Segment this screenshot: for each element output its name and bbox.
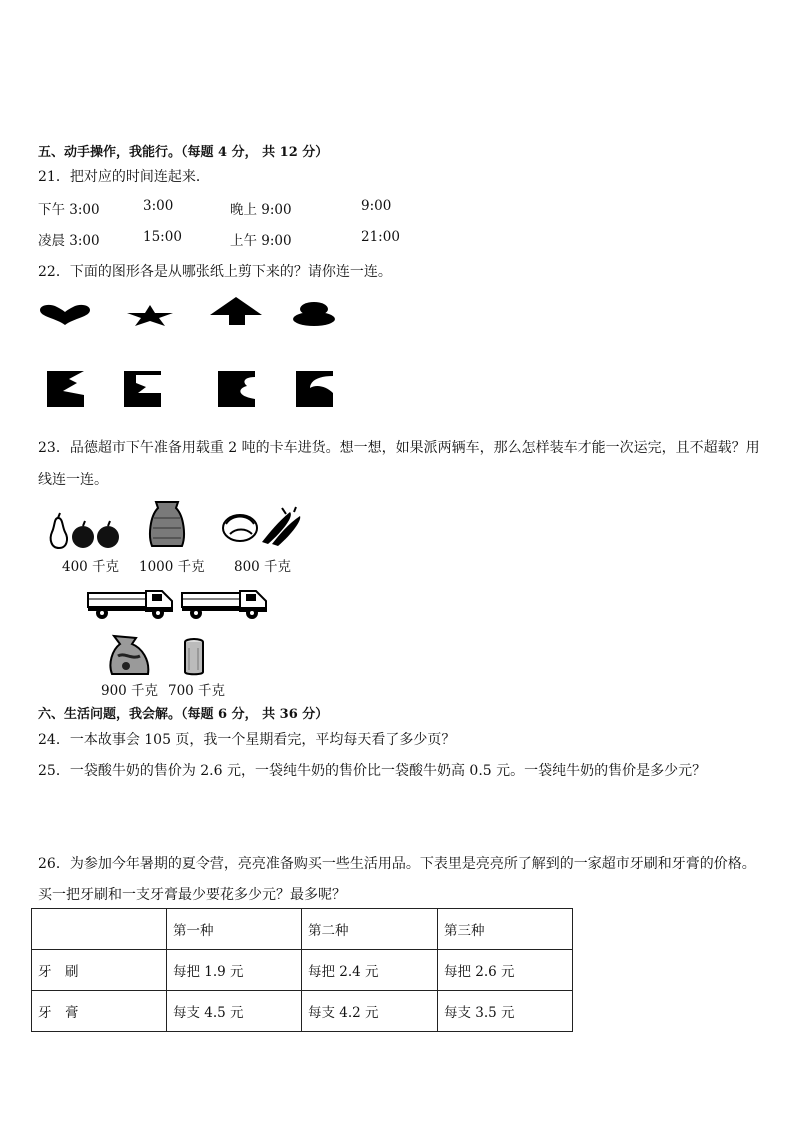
time-option: 凌晨 3:00 <box>38 233 100 249</box>
bag-icon <box>106 634 152 676</box>
paper-cut-b <box>124 371 162 407</box>
can-icon <box>183 638 205 676</box>
truck-icon <box>86 583 176 621</box>
question-23-line2: 线连一连。 <box>38 472 108 488</box>
table-header-cell <box>32 909 167 950</box>
question-21: 21．把对应的时间连起来． <box>38 169 210 185</box>
time-option: 21:00 <box>361 229 400 245</box>
question-24: 24．一本故事会 105 页，我一个星期看完，平均每天看了多少页？ <box>38 732 456 748</box>
fruit-icon <box>46 512 120 550</box>
sack-icon <box>146 498 188 548</box>
table-header-cell: 第二种 <box>302 909 438 950</box>
table-cell: 每把 2.6 元 <box>438 950 573 991</box>
truck-icon <box>180 583 270 621</box>
paper-cut-d <box>296 371 334 407</box>
table-header-cell: 第一种 <box>167 909 302 950</box>
time-option: 晚上 9:00 <box>230 202 292 218</box>
table-row <box>32 950 573 991</box>
paper-cut-a <box>47 371 85 407</box>
mushroom-icon <box>292 302 336 326</box>
section-six-heading: 六、生活问题，我会解。（每题 6 分， 共 36 分） <box>38 707 329 722</box>
question-22: 22．下面的图形各是从哪张纸上剪下来的？请你连一连。 <box>38 264 392 280</box>
weight-label: 400 千克 <box>62 559 120 575</box>
table-cell: 牙 刷 <box>32 950 167 991</box>
question-23-line1: 23．品德超市下午准备用载重 2 吨的卡车进货。想一想，如果派两辆车，那么怎样装车才能一次运完，且不超载？用 <box>38 440 760 456</box>
weight-label: 900 千克 <box>101 683 159 699</box>
question-26-line2: 买一把牙刷和一支牙膏最少要花多少元？最多呢？ <box>38 887 346 903</box>
question-26-line1: 26．为参加今年暑期的夏令营，亮亮准备购买一些生活用品。下表里是亮亮所了解到的一家超市牙刷和牙膏的价格。 <box>38 856 756 872</box>
table-header-row <box>32 909 573 950</box>
vegetable-icon <box>220 506 302 546</box>
weight-label: 800 千克 <box>234 559 292 575</box>
heart-icon <box>38 304 92 326</box>
weight-label: 700 千克 <box>168 683 226 699</box>
time-option: 9:00 <box>361 198 392 214</box>
star-icon <box>125 304 175 326</box>
time-option: 下午 3:00 <box>38 202 100 218</box>
table-row <box>32 991 573 1032</box>
table-cell: 每支 3.5 元 <box>438 991 573 1032</box>
table-cell: 每支 4.2 元 <box>302 991 438 1032</box>
arrow-up-icon <box>209 296 263 326</box>
weight-label: 1000 千克 <box>139 559 205 575</box>
time-option: 15:00 <box>143 229 182 245</box>
table-cell: 每把 2.4 元 <box>302 950 438 991</box>
time-option: 上午 9:00 <box>230 233 292 249</box>
paper-cut-c <box>218 371 256 407</box>
section-five-heading: 五、动手操作，我能行。（每题 4 分， 共 12 分） <box>38 145 329 160</box>
table-cell: 每把 1.9 元 <box>167 950 302 991</box>
table-cell: 牙 膏 <box>32 991 167 1032</box>
table-header-cell: 第三种 <box>438 909 573 950</box>
price-table <box>31 908 573 1032</box>
question-25: 25．一袋酸牛奶的售价为 2.6 元，一袋纯牛奶的售价比一袋酸牛奶高 0.5 元。一袋纯牛奶的售价是多少元？ <box>38 763 707 779</box>
table-cell: 每支 4.5 元 <box>167 991 302 1032</box>
time-option: 3:00 <box>143 198 174 214</box>
